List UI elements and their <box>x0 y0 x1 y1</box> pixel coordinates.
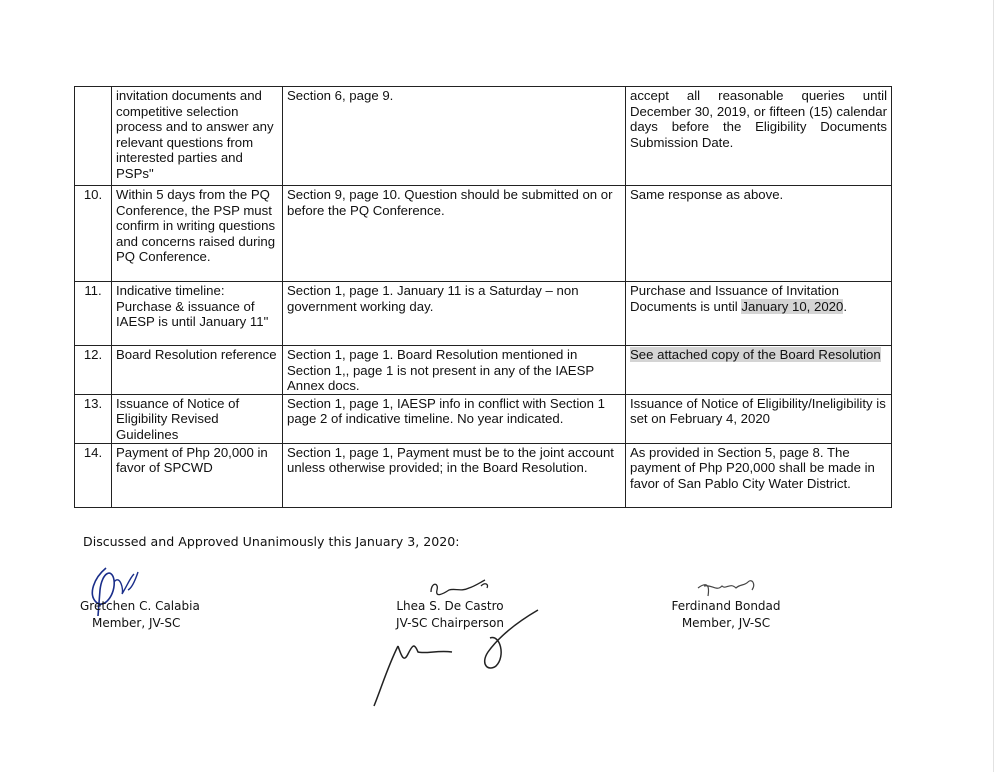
query-item: Payment of Php 20,000 in favor of SPCWD <box>112 443 283 507</box>
signatory-name: Lhea S. De Castro <box>396 599 504 613</box>
page-edge <box>993 0 994 772</box>
table-row <box>75 87 892 186</box>
query-item: Within 5 days from the PQ Conference, the PSP must confirm in writing questions and concerns raised during PQ Conference. <box>112 186 283 282</box>
table-row <box>75 186 892 282</box>
query-item: Indicative timeline: Purchase & issuance of IAESP is until January 11" <box>112 282 283 346</box>
signatory-decastro <box>380 598 520 632</box>
table-row <box>75 394 892 443</box>
signatory-role: Member, JV-SC <box>92 616 181 630</box>
query-reference: Section 1, page 1. Board Resolution mentioned in Section 1,, page 1 is not present in any of the IAESP Annex docs. <box>283 346 626 395</box>
queries-table <box>74 86 892 508</box>
query-response: Issuance of Notice of Eligibility/Ineligibility is set on February 4, 2020 <box>626 394 892 443</box>
highlighted-date: January 10, 2020 <box>741 298 844 314</box>
row-number: 11. <box>75 282 112 346</box>
query-reference: Section 1, page 1, Payment must be to the joint account unless otherwise provided; in the Board Resolution. <box>283 443 626 507</box>
table-row <box>75 282 892 346</box>
query-item: Board Resolution reference <box>112 346 283 395</box>
query-reference: Section 1, page 1. January 11 is a Saturday – non government working day. <box>283 282 626 346</box>
query-response <box>626 346 892 395</box>
row-number: 10. <box>75 186 112 282</box>
row-number: 14. <box>75 443 112 507</box>
approval-note: Discussed and Approved Unanimously this January 3, 2020: <box>83 534 460 549</box>
query-response: Purchase and Issuance of Invitation Documents is until January 10, 2020. <box>626 282 892 346</box>
row-number: 13. <box>75 394 112 443</box>
row-number <box>75 87 112 186</box>
signatory-name: Gretchen C. Calabia <box>80 599 200 613</box>
signatory-role: JV-SC Chairperson <box>396 616 504 630</box>
query-reference: Section 9, page 10. Question should be submitted on or before the PQ Conference. <box>283 186 626 282</box>
signatory-calabia <box>80 598 210 632</box>
query-reference: Section 6, page 9. <box>283 87 626 186</box>
query-response: Same response as above. <box>626 186 892 282</box>
highlighted-response: See attached copy of the Board Resolution <box>630 347 881 362</box>
query-reference: Section 1, page 1, IAESP info in conflict with Section 1 page 2 of indicative timeline. No year indicated. <box>283 394 626 443</box>
signatory-name: Ferdinand Bondad <box>671 599 781 613</box>
row-number: 12. <box>75 346 112 395</box>
query-response: accept all reasonable queries until December 30, 2019, or fifteen (15) calendar days before the Eligibility Documents Submission Date. <box>626 87 892 186</box>
table-row <box>75 443 892 507</box>
query-item: invitation documents and competitive selection process and to answer any relevant questions from interested parties and PSPs" <box>112 87 283 186</box>
signatory-role: Member, JV-SC <box>681 616 771 630</box>
table-row <box>75 346 892 395</box>
signatory-bondad <box>656 598 796 632</box>
query-item: Issuance of Notice of Eligibility Revised Guidelines <box>112 394 283 443</box>
query-response: As provided in Section 5, page 8. The payment of Php P20,000 shall be made in favor of San Pablo City Water District. <box>626 443 892 507</box>
